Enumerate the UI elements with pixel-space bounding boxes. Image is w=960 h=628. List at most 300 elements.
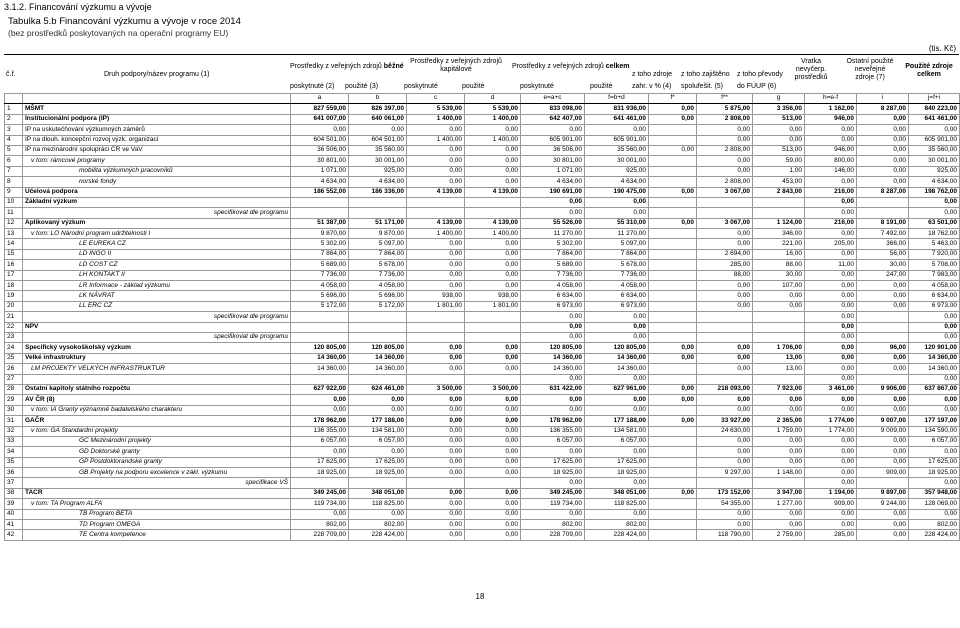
value-cell: 7 864,00 [291,249,349,259]
value-cell: 119 734,00 [291,499,349,509]
value-cell [349,312,407,322]
value-cell [753,197,805,207]
value-cell [753,332,805,342]
value-cell: 14 360,00 [521,353,585,363]
program-label: GP Postdoktorandské granty [79,458,162,466]
value-cell: 0,00 [909,478,960,488]
letter-spacer [23,94,291,104]
value-cell: 9 906,00 [857,384,909,394]
value-cell: 0,00 [585,332,649,342]
value-cell: 0,00 [753,447,805,457]
program-label: AV ČR (8) [25,395,55,403]
value-cell: 802,00 [521,520,585,530]
row-number: 12 [5,218,23,228]
value-cell: 641 007,00 [291,114,349,124]
value-cell: 604 501,00 [291,135,349,145]
value-cell: 605 901,00 [521,135,585,145]
value-cell: 0,00 [753,291,805,301]
value-cell: 3 356,00 [753,104,805,114]
value-cell: 0,00 [465,364,521,374]
value-cell: 0,00 [909,447,960,457]
value-cell: 0,00 [349,447,407,457]
row-number: 39 [5,499,23,509]
header-top-rule [4,54,959,55]
header-program: Druh podpory/název programu (1) [104,71,210,78]
table-row [5,436,960,446]
value-cell [649,135,697,145]
value-cell [349,208,407,218]
program-label: LR Informace - základ výzkumu [79,281,171,289]
value-cell: 0,00 [857,301,909,311]
value-cell [649,322,697,332]
value-cell: 5 302,00 [521,239,585,249]
value-cell: 6 057,00 [349,436,407,446]
value-cell: 0,00 [697,457,753,467]
program-name [23,229,291,239]
value-cell: 177 188,00 [585,416,649,426]
value-cell: 4 139,00 [407,218,465,228]
row-number: 42 [5,530,23,540]
value-cell: 0,00 [909,509,960,519]
value-cell: 6 634,00 [909,291,960,301]
value-cell: 63 501,00 [909,218,960,228]
value-cell: 0,00 [649,353,697,363]
table-row [5,384,960,394]
value-cell: 0,00 [465,125,521,135]
value-cell: 0,00 [697,509,753,519]
row-number: 2 [5,114,23,124]
column-letter: c [407,94,465,104]
value-cell: 96,00 [857,343,909,353]
value-cell [857,312,909,322]
value-cell: 0,00 [649,384,697,394]
value-cell: 8 287,00 [857,187,909,197]
value-cell [649,270,697,280]
value-cell: 0,00 [697,343,753,353]
table-row [5,499,960,509]
header-capital-provided: poskytnuté [404,83,438,90]
header-total-provided: poskytnuté [520,83,554,90]
value-cell: 5 172,00 [349,301,407,311]
value-cell: 5 689,00 [521,260,585,270]
value-cell [753,312,805,322]
value-cell: 0,00 [407,177,465,187]
program-name [23,343,291,353]
value-cell: 120 805,00 [521,343,585,353]
value-cell [649,312,697,322]
value-cell [697,332,753,342]
program-name [23,426,291,436]
value-cell: 0,00 [753,520,805,530]
table-row [5,353,960,363]
table-row [5,270,960,280]
value-cell: 1 194,00 [805,488,857,498]
value-cell: 0,00 [857,520,909,530]
row-number: 9 [5,187,23,197]
value-cell: 0,00 [407,353,465,363]
row-number: 32 [5,426,23,436]
header-refund: Vratka nevyčerp. prostředků [794,58,828,81]
row-number: 25 [5,353,23,363]
value-cell: 285,00 [805,530,857,540]
value-cell: 9 007,00 [857,416,909,426]
value-cell: 0,00 [909,332,960,342]
program-name [23,499,291,509]
value-cell [291,478,349,488]
value-cell: 9 870,00 [349,229,407,239]
column-letter: g [753,94,805,104]
value-cell: 0,00 [753,436,805,446]
value-cell: 3 500,00 [465,384,521,394]
value-cell: 637 867,00 [909,384,960,394]
value-cell: 0,00 [697,301,753,311]
value-cell: 0,00 [753,405,805,415]
value-cell: 17 625,00 [349,457,407,467]
value-cell [857,332,909,342]
program-name [23,322,291,332]
row-number: 5 [5,145,23,155]
row-number: 29 [5,395,23,405]
value-cell [649,509,697,519]
value-cell: 1 071,00 [291,166,349,176]
value-cell: 0,00 [697,156,753,166]
value-cell: 0,00 [465,405,521,415]
value-cell [649,426,697,436]
value-cell: 0,00 [349,125,407,135]
row-number: 4 [5,135,23,145]
value-cell: 0,00 [407,156,465,166]
value-cell: 216,00 [805,218,857,228]
row-number: 38 [5,488,23,498]
value-cell: 802,00 [909,520,960,530]
value-cell: 0,00 [697,229,753,239]
value-cell [349,478,407,488]
page-number: 18 [475,592,485,601]
value-cell [291,332,349,342]
program-name [23,156,291,166]
value-cell: 51 387,00 [291,218,349,228]
value-cell [649,447,697,457]
program-label: Institucionální podpora (IP) [25,115,110,123]
specify-note: specifikace VŠ [245,478,288,486]
row-number: 36 [5,468,23,478]
value-cell: 56,00 [857,249,909,259]
value-cell: 349 245,00 [521,488,585,498]
program-name [23,332,291,342]
table-row [5,530,960,540]
value-cell: 0,00 [805,436,857,446]
value-cell: 8 287,00 [857,104,909,114]
table-row [5,447,960,457]
value-cell: 0,00 [805,395,857,405]
table-row [5,145,960,155]
program-name [23,291,291,301]
value-cell [349,374,407,384]
value-cell: 0,00 [465,260,521,270]
value-cell: 0,00 [805,520,857,530]
value-cell: 186 552,00 [291,187,349,197]
value-cell: 0,00 [649,218,697,228]
table-body [5,94,960,541]
program-label: Velké infrastruktury [25,354,86,362]
program-name [23,166,291,176]
program-label: Specifický vysokoškolský výzkum [25,343,131,351]
value-cell: 7 864,00 [349,249,407,259]
value-cell: 0,00 [857,135,909,145]
value-cell [753,322,805,332]
value-cell: 30,00 [857,260,909,270]
value-cell: 1 801,00 [407,301,465,311]
program-label: Základní výzkum [25,198,78,206]
value-cell: 0,00 [465,239,521,249]
value-cell: 946,00 [805,114,857,124]
value-cell: 0,00 [805,281,857,291]
value-cell [697,312,753,322]
value-cell: 1 706,00 [753,343,805,353]
value-cell: 0,00 [805,270,857,280]
value-cell: 2 365,00 [753,416,805,426]
row-number: 41 [5,520,23,530]
value-cell: 0,00 [585,395,649,405]
value-cell [291,208,349,218]
value-cell [649,468,697,478]
program-label: v tom: IA Granty významně badatelského charakteru [31,406,183,414]
value-cell: 3 067,00 [697,218,753,228]
value-cell: 59,00 [753,156,805,166]
value-cell [407,478,465,488]
value-cell: 0,00 [465,281,521,291]
value-cell [649,197,697,207]
section-heading: 3.1.2. Financování výzkumu a vývoje [4,2,152,12]
table-row [5,249,960,259]
value-cell: 11 270,00 [585,229,649,239]
table-row [5,260,960,270]
program-label: NPV [25,323,39,331]
value-cell: 55 526,00 [521,218,585,228]
value-cell [649,478,697,488]
value-cell [649,156,697,166]
value-cell: 1 148,00 [753,468,805,478]
value-cell: 0,00 [857,291,909,301]
value-cell: 1 124,00 [753,218,805,228]
value-cell: 2 759,00 [753,530,805,540]
value-cell: 221,00 [753,239,805,249]
value-cell: 1 400,00 [465,135,521,145]
value-cell: 0,00 [349,405,407,415]
value-cell [291,322,349,332]
value-cell: 5 097,00 [585,239,649,249]
value-cell [857,478,909,488]
value-cell [649,229,697,239]
value-cell: 0,00 [697,353,753,363]
value-cell: 14 360,00 [585,364,649,374]
value-cell: 0,00 [697,135,753,145]
value-cell: 0,00 [857,530,909,540]
table-title: Tabulka 5.b Financování výzkumu a vývoje v roce 2014 [8,16,241,27]
value-cell: 0,00 [697,395,753,405]
value-cell: 0,00 [407,270,465,280]
value-cell [649,208,697,218]
value-cell [649,436,697,446]
program-label: LH KONTAKT II [79,271,125,279]
header-regular-group: Prostředky z veřejných zdrojů běžné [290,63,404,70]
value-cell: 0,00 [465,145,521,155]
value-cell: 0,00 [465,156,521,166]
value-cell: 0,00 [521,312,585,322]
row-number: 30 [5,405,23,415]
value-cell: 186 336,00 [349,187,407,197]
value-cell: 3 947,00 [753,488,805,498]
value-cell: 3 500,00 [407,384,465,394]
column-letter: e=a+c [521,94,585,104]
header-row-no: č.ř. [6,71,16,78]
value-cell: 909,00 [805,499,857,509]
value-cell: 1 400,00 [407,229,465,239]
value-cell: 0,00 [857,125,909,135]
program-label: LL ERC CZ [79,302,113,310]
table-row [5,468,960,478]
row-number: 35 [5,457,23,467]
value-cell: 30,00 [753,270,805,280]
value-cell: 14 360,00 [909,364,960,374]
value-cell: 2 808,00 [697,114,753,124]
value-cell: 0,00 [291,395,349,405]
financing-table [4,93,960,541]
value-cell [649,530,697,540]
value-cell: 5 678,00 [349,260,407,270]
value-cell: 0,00 [697,281,753,291]
value-cell: 54 355,00 [697,499,753,509]
value-cell: 0,00 [697,166,753,176]
value-cell: 36 506,00 [521,145,585,155]
value-cell: 51 171,00 [349,218,407,228]
table-row [5,166,960,176]
value-cell: 88,00 [753,260,805,270]
value-cell [649,374,697,384]
value-cell: 0,00 [805,447,857,457]
table-row [5,177,960,187]
value-cell [753,478,805,488]
program-label: LK NÁVRAT [79,291,115,299]
value-cell: 0,00 [407,426,465,436]
value-cell: 346,00 [753,229,805,239]
value-cell [697,478,753,488]
value-cell: 0,00 [349,395,407,405]
header-source-zahr-pct: zahr. v % (4) [632,83,672,90]
value-cell: 6 973,00 [585,301,649,311]
value-cell: 0,00 [407,436,465,446]
program-name [23,509,291,519]
value-cell: 228 709,00 [291,530,349,540]
value-cell: 136 355,00 [521,426,585,436]
value-cell: 0,00 [465,395,521,405]
table-row [5,239,960,249]
value-cell: 0,00 [521,405,585,415]
table-row [5,114,960,124]
program-name [23,478,291,488]
value-cell: 0,00 [585,322,649,332]
value-cell: 1 801,00 [465,301,521,311]
value-cell: 0,00 [465,249,521,259]
program-name [23,436,291,446]
value-cell: 605 901,00 [909,135,960,145]
value-cell: 0,00 [909,208,960,218]
program-label: LD COST CZ [79,260,118,268]
program-name [23,364,291,374]
value-cell: 18 925,00 [909,468,960,478]
value-cell: 0,00 [697,125,753,135]
value-cell: 1 759,00 [753,426,805,436]
header-capital-used: použité [462,83,485,90]
value-cell [697,374,753,384]
value-cell: 4 634,00 [585,177,649,187]
value-cell: 627 961,00 [585,384,649,394]
value-cell: 7 920,00 [909,249,960,259]
value-cell: 0,00 [465,416,521,426]
program-name [23,135,291,145]
value-cell: 938,00 [407,291,465,301]
value-cell [649,291,697,301]
value-cell: 8 191,00 [857,218,909,228]
value-cell: 0,00 [407,249,465,259]
program-label: GAČR [25,416,45,424]
header-transfers: z toho převody [737,71,783,78]
value-cell: 35 560,00 [349,145,407,155]
row-number: 21 [5,312,23,322]
row-number: 10 [5,197,23,207]
value-cell: 0,00 [805,364,857,374]
value-cell: 925,00 [585,166,649,176]
table-row [5,426,960,436]
value-cell: 0,00 [857,156,909,166]
row-number: 3 [5,125,23,135]
value-cell: 1 071,00 [521,166,585,176]
value-cell: 18 925,00 [521,468,585,478]
program-name [23,281,291,291]
value-cell [465,374,521,384]
value-cell: 1 400,00 [407,114,465,124]
row-number: 16 [5,260,23,270]
value-cell [407,197,465,207]
value-cell: 14 360,00 [349,364,407,374]
value-cell: 30 001,00 [585,156,649,166]
row-number: 14 [5,239,23,249]
value-cell: 118 825,00 [585,499,649,509]
table-row [5,312,960,322]
value-cell: 946,00 [805,145,857,155]
value-cell: 5 463,00 [909,239,960,249]
value-cell: 0,00 [857,364,909,374]
value-cell: 0,00 [805,332,857,342]
value-cell: 357 948,00 [909,488,960,498]
value-cell: 5 696,00 [349,291,407,301]
value-cell: 0,00 [805,301,857,311]
value-cell [649,239,697,249]
value-cell: 800,00 [805,156,857,166]
value-cell: 4 058,00 [521,281,585,291]
value-cell: 0,00 [909,197,960,207]
value-cell: 624 461,00 [349,384,407,394]
value-cell [649,332,697,342]
value-cell: 0,00 [857,281,909,291]
specify-note: specifikovat dle programu [213,333,288,341]
row-number: 18 [5,281,23,291]
value-cell [291,374,349,384]
value-cell: 247,00 [857,270,909,280]
value-cell [465,208,521,218]
value-cell: 7 492,00 [857,229,909,239]
value-cell: 0,00 [407,343,465,353]
